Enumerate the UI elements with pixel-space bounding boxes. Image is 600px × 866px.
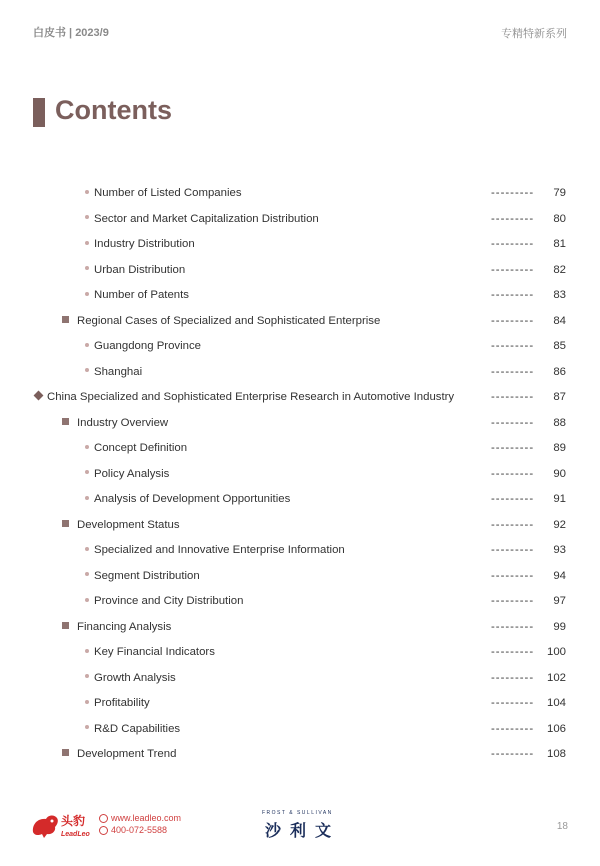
toc-leader: --------- (491, 314, 535, 327)
toc-entry-title-wrap (85, 570, 200, 582)
logo-sub: LeadLeo (61, 831, 90, 838)
toc-entry-title: Financing Analysis (77, 620, 172, 633)
toc-leader: --------- (491, 620, 535, 633)
toc-entry-title-wrap (85, 442, 187, 454)
toc-entry[interactable] (0, 462, 600, 488)
toc-entry-title-wrap (62, 519, 180, 531)
toc-leader: --------- (491, 595, 535, 607)
toc-entry-title: Concept Definition (94, 442, 188, 454)
table-of-contents (0, 181, 600, 768)
dot-bullet-icon (85, 368, 89, 372)
leadleo-logo-icon (30, 808, 110, 840)
toc-leader: --------- (491, 493, 535, 505)
toc-entry-title-wrap (85, 366, 142, 378)
toc-entry[interactable] (0, 717, 600, 743)
dot-bullet-icon (85, 266, 89, 270)
toc-entry[interactable] (0, 691, 600, 717)
toc-entry-title: Regional Cases of Specialized and Sophisticated Enterprise (77, 314, 381, 327)
toc-page-number: 79 (553, 187, 566, 199)
toc-entry-title-wrap (62, 748, 176, 760)
dot-bullet-icon (85, 343, 89, 347)
toc-leader: --------- (491, 697, 535, 709)
toc-page-number: 94 (553, 569, 566, 582)
toc-page-number: 106 (546, 722, 566, 735)
toc-leader: --------- (491, 416, 535, 429)
toc-entry-title-wrap (35, 391, 454, 403)
toc-page-number: 89 (553, 442, 566, 454)
toc-page-number: 102 (546, 671, 566, 684)
toc-leader: --------- (491, 263, 535, 276)
toc-page-number: 92 (553, 518, 566, 531)
toc-entry-title: Key Financial Indicators (94, 646, 215, 658)
toc-entry[interactable] (0, 360, 600, 386)
page-number: 18 (556, 821, 568, 832)
toc-page-number: 104 (546, 697, 566, 709)
square-bullet-icon (62, 622, 69, 629)
dot-bullet-icon (85, 572, 89, 576)
toc-entry-title: R&D Capabilities (94, 722, 181, 735)
toc-entry-title-wrap (85, 264, 185, 276)
toc-entry-title-wrap (62, 621, 171, 633)
toc-entry-title-wrap (85, 723, 180, 735)
toc-leader: --------- (491, 391, 535, 403)
toc-page-number: 100 (546, 646, 566, 658)
toc-page-number: 108 (546, 748, 566, 760)
toc-entry-title: Industry Distribution (94, 238, 195, 250)
dot-bullet-icon (85, 445, 89, 449)
toc-leader: --------- (491, 442, 535, 454)
toc-page-number: 93 (553, 544, 566, 556)
toc-entry[interactable] (0, 513, 600, 539)
toc-leader: --------- (491, 544, 535, 556)
toc-leader: --------- (491, 238, 535, 250)
toc-entry[interactable] (0, 436, 600, 462)
square-bullet-icon (62, 749, 69, 756)
toc-entry-title: Analysis of Development Opportunities (94, 493, 291, 505)
square-bullet-icon (62, 316, 69, 323)
toc-entry-title: Shanghai (94, 365, 143, 378)
square-bullet-icon (62, 418, 69, 425)
phone-number: 400-072-5588 (111, 825, 168, 835)
toc-entry[interactable] (0, 589, 600, 615)
toc-entry-title: Sector and Market Capitalization Distribution (94, 212, 319, 225)
dot-bullet-icon (85, 674, 89, 678)
toc-entry-title-wrap (62, 315, 380, 327)
toc-leader: --------- (491, 518, 535, 531)
dot-bullet-icon (85, 547, 89, 551)
toc-entry-title: China Specialized and Sophisticated Enterprise Research in Automotive Industry (47, 391, 455, 403)
toc-leader: --------- (491, 646, 535, 658)
toc-leader: --------- (491, 212, 535, 225)
toc-entry[interactable] (0, 181, 600, 207)
toc-entry[interactable] (0, 742, 600, 768)
toc-entry[interactable] (0, 232, 600, 258)
toc-entry-title: Segment Distribution (94, 569, 200, 582)
toc-entry-title-wrap (85, 672, 176, 684)
toc-page-number: 99 (553, 620, 566, 633)
toc-page-number: 81 (553, 238, 566, 250)
toc-entry-title: Growth Analysis (94, 671, 176, 684)
toc-page-number: 80 (553, 212, 566, 225)
toc-entry[interactable] (0, 283, 600, 309)
toc-leader: --------- (491, 289, 535, 301)
toc-entry-title: Number of Listed Companies (94, 187, 242, 199)
page-title: Contents (55, 95, 172, 125)
toc-entry-title-wrap (85, 544, 345, 556)
toc-entry[interactable] (0, 385, 600, 411)
toc-page-number: 85 (553, 340, 566, 352)
toc-entry[interactable] (0, 640, 600, 666)
toc-page-number: 90 (553, 467, 566, 480)
toc-entry-title: Number of Patents (94, 289, 189, 301)
dot-bullet-icon (85, 725, 89, 729)
toc-leader: --------- (491, 187, 535, 199)
toc-page-number: 91 (553, 493, 566, 505)
partner-logo-top: FROST & SULLIVAN (262, 810, 333, 816)
toc-entry-title: Policy Analysis (94, 467, 170, 480)
toc-entry[interactable] (0, 207, 600, 233)
dot-bullet-icon (85, 215, 89, 219)
toc-entry-title-wrap (85, 289, 189, 301)
toc-entry-title-wrap (85, 595, 243, 607)
toc-entry-title-wrap (85, 238, 195, 250)
title-accent-bar (33, 98, 45, 127)
toc-entry-title: Urban Distribution (94, 263, 186, 276)
toc-entry[interactable] (0, 487, 600, 513)
toc-leader: --------- (491, 365, 535, 378)
toc-entry-title-wrap (85, 340, 201, 352)
partner-logo-main: 沙利文 (265, 821, 341, 840)
header-left: 白皮书 | 2023/9 (33, 27, 109, 39)
toc-entry-title-wrap (85, 493, 290, 505)
toc-entry-title-wrap (85, 468, 169, 480)
toc-entry[interactable] (0, 564, 600, 590)
toc-entry[interactable] (0, 615, 600, 641)
square-bullet-icon (62, 520, 69, 527)
toc-entry[interactable] (0, 666, 600, 692)
dot-bullet-icon (85, 241, 89, 245)
toc-entry-title-wrap (85, 213, 319, 225)
toc-entry[interactable] (0, 258, 600, 284)
toc-page-number: 88 (553, 416, 566, 429)
toc-entry-title: Development Status (77, 518, 180, 531)
toc-entry-title-wrap (62, 417, 168, 429)
toc-page-number: 97 (553, 595, 566, 607)
toc-page-number: 82 (553, 263, 566, 276)
toc-entry[interactable] (0, 411, 600, 437)
toc-entry-title: Province and City Distribution (94, 595, 244, 607)
logo-text: 头豹 (61, 814, 86, 828)
toc-leader: --------- (491, 671, 535, 684)
diamond-bullet-icon (34, 391, 44, 401)
dot-bullet-icon (85, 190, 89, 194)
contact-info (99, 812, 181, 836)
toc-leader: --------- (491, 569, 535, 582)
toc-entry[interactable] (0, 334, 600, 360)
toc-entry-title: Development Trend (77, 748, 177, 760)
toc-leader: --------- (491, 748, 535, 760)
toc-entry-title: Profitability (94, 697, 150, 709)
toc-page-number: 86 (553, 365, 566, 378)
toc-entry-title: Industry Overview (77, 416, 169, 429)
dot-bullet-icon (85, 292, 89, 296)
dot-bullet-icon (85, 700, 89, 704)
toc-leader: --------- (491, 340, 535, 352)
toc-entry-title: Specialized and Innovative Enterprise Information (94, 544, 345, 556)
toc-entry-title-wrap (85, 187, 242, 199)
dot-bullet-icon (85, 598, 89, 602)
toc-entry-title-wrap (85, 646, 215, 658)
dot-bullet-icon (85, 649, 89, 653)
globe-icon (99, 814, 108, 823)
header-right: 专精特新系列 (501, 28, 567, 40)
toc-page-number: 83 (553, 289, 566, 301)
phone-icon (99, 826, 108, 835)
dot-bullet-icon (85, 496, 89, 500)
toc-leader: --------- (491, 467, 535, 480)
toc-page-number: 84 (553, 314, 566, 327)
toc-page-number: 87 (553, 391, 566, 403)
toc-entry[interactable] (0, 309, 600, 335)
website-link[interactable]: www.leadleo.com (111, 813, 182, 823)
toc-entry[interactable] (0, 538, 600, 564)
toc-leader: --------- (491, 722, 535, 735)
toc-entry-title-wrap (85, 697, 150, 709)
dot-bullet-icon (85, 470, 89, 474)
toc-entry-title: Guangdong Province (94, 340, 202, 352)
